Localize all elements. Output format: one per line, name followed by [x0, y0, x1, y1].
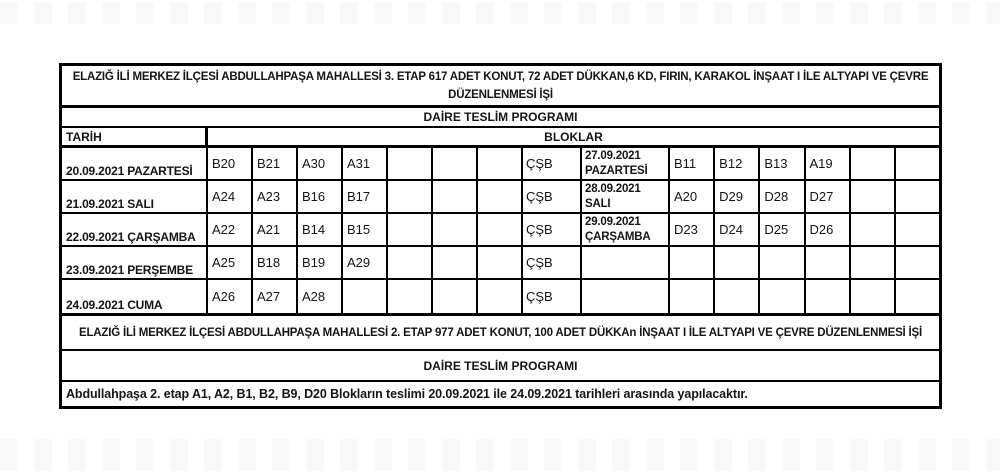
empty-cell — [433, 214, 478, 245]
section1-title — [62, 66, 939, 105]
section1-title-line1: ELAZIĞ İLİ MERKEZ İLÇESİ ABDULLAHPAŞA MAHALLESİ 3. ETAP 617 ADET KONUT, 72 ADET DÜKKAN,6 KD, FIRIN, KARAKOL İNŞAAT I İLE ALTYAPI VE ÇEVRE — [72, 70, 929, 83]
section1-title-line2: DÜZENLENMESİ İŞİ — [448, 88, 553, 101]
scan-artifact-band-bottom — [0, 439, 1000, 471]
empty-cell — [851, 148, 896, 179]
second-date-cell — [582, 181, 670, 212]
empty-cell — [478, 247, 523, 278]
delivery-schedule-document — [59, 63, 942, 409]
empty-cell — [388, 181, 433, 212]
csb-cell: ÇŞB — [523, 214, 582, 245]
schedule-row — [62, 247, 939, 280]
schedule-row — [62, 181, 939, 214]
block-cell: B18 — [253, 247, 298, 278]
block-cell: B14 — [298, 214, 343, 245]
block-cell: D25 — [760, 214, 805, 245]
empty-cell — [343, 280, 388, 313]
section2-program-title: DAİRE TESLİM PROGRAMI — [62, 349, 939, 380]
empty-cell — [433, 181, 478, 212]
empty-cell — [896, 247, 939, 278]
empty-cell — [478, 214, 523, 245]
csb-cell: ÇŞB — [523, 181, 582, 212]
table-header-row — [62, 126, 939, 145]
block-cell: A30 — [298, 148, 343, 179]
block-cell: B19 — [298, 247, 343, 278]
empty-cell — [896, 148, 939, 179]
empty-cell — [433, 148, 478, 179]
csb-cell: ÇŞB — [523, 280, 582, 313]
second-day-line: ÇARŞAMBA — [585, 231, 651, 243]
schedule-row — [62, 214, 939, 247]
empty-cell — [388, 247, 433, 278]
block-cell: A23 — [253, 181, 298, 212]
empty-cell — [433, 280, 478, 313]
empty-cell — [760, 280, 805, 313]
block-cell: A22 — [208, 214, 253, 245]
empty-cell — [388, 148, 433, 179]
block-cell: D29 — [715, 181, 760, 212]
empty-cell — [478, 148, 523, 179]
empty-cell — [760, 247, 805, 278]
empty-cell — [896, 181, 939, 212]
empty-cell — [582, 247, 670, 278]
block-cell: D26 — [806, 214, 851, 245]
block-cell: A19 — [806, 148, 851, 179]
block-cell: D28 — [760, 181, 805, 212]
empty-cell — [896, 214, 939, 245]
block-cell: A21 — [253, 214, 298, 245]
block-cell: A27 — [253, 280, 298, 313]
empty-cell — [582, 280, 670, 313]
second-date-line: 29.09.2021 — [585, 216, 641, 228]
date-cell: 20.09.2021 PAZARTESİ — [62, 148, 208, 179]
block-cell: A29 — [343, 247, 388, 278]
schedule-row — [62, 148, 939, 181]
second-date-cell — [582, 148, 670, 179]
empty-cell — [670, 247, 715, 278]
block-cell: A26 — [208, 280, 253, 313]
section2-note: Abdullahpaşa 2. etap A1, A2, B1, B2, B9, D20 Blokların teslimi 20.09.2021 ile 24.09.2021 tarihleri arasında yapılacaktır. — [62, 380, 939, 406]
empty-cell — [851, 280, 896, 313]
block-cell: B13 — [760, 148, 805, 179]
block-cell: B12 — [715, 148, 760, 179]
schedule-row — [62, 280, 939, 313]
empty-cell — [806, 280, 851, 313]
empty-cell — [433, 247, 478, 278]
empty-cell — [896, 280, 939, 313]
block-cell: A24 — [208, 181, 253, 212]
block-cell: B16 — [298, 181, 343, 212]
block-cell: D23 — [670, 214, 715, 245]
csb-cell: ÇŞB — [523, 148, 582, 179]
block-cell: A25 — [208, 247, 253, 278]
empty-cell — [478, 181, 523, 212]
empty-cell — [806, 247, 851, 278]
date-cell: 23.09.2021 PERŞEMBE — [62, 247, 208, 278]
blocks-column-header: BLOKLAR — [544, 129, 603, 144]
second-day-line: SALI — [585, 198, 611, 210]
empty-cell — [851, 181, 896, 212]
date-cell: 24.09.2021 CUMA — [62, 280, 208, 313]
block-cell: A28 — [298, 280, 343, 313]
empty-cell — [851, 247, 896, 278]
empty-cell — [851, 214, 896, 245]
schedule-rows — [62, 145, 939, 313]
block-cell: B21 — [253, 148, 298, 179]
block-cell: B17 — [343, 181, 388, 212]
second-date-line: 28.09.2021 — [585, 183, 641, 195]
empty-cell — [715, 280, 760, 313]
csb-cell: ÇŞB — [523, 247, 582, 278]
second-day-line: PAZARTESİ — [585, 165, 648, 177]
block-cell: D24 — [715, 214, 760, 245]
block-cell: A20 — [670, 181, 715, 212]
block-cell: B15 — [343, 214, 388, 245]
empty-cell — [478, 280, 523, 313]
empty-cell — [388, 280, 433, 313]
block-cell: B20 — [208, 148, 253, 179]
section2-title: ELAZIĞ İLİ MERKEZ İLÇESİ ABDULLAHPAŞA MAHALLESİ 2. ETAP 977 ADET KONUT, 100 ADET DÜKKAn İNŞAAT I İLE ALTYAPI VE ÇEVRE DÜZENLENMESİ İŞİ — [62, 313, 939, 349]
empty-cell — [670, 280, 715, 313]
block-cell: B11 — [670, 148, 715, 179]
second-date-line: 27.09.2021 — [585, 150, 641, 162]
block-cell: A31 — [343, 148, 388, 179]
second-date-cell — [582, 214, 670, 245]
section1-program-title: DAİRE TESLİM PROGRAMI — [62, 105, 939, 126]
date-cell: 22.09.2021 ÇARŞAMBA — [62, 214, 208, 245]
empty-cell — [388, 214, 433, 245]
empty-cell — [715, 247, 760, 278]
block-cell: D27 — [806, 181, 851, 212]
date-column-header: TARİH — [62, 128, 208, 145]
date-cell: 21.09.2021 SALI — [62, 181, 208, 212]
scan-artifact-band-top — [0, 2, 1000, 24]
